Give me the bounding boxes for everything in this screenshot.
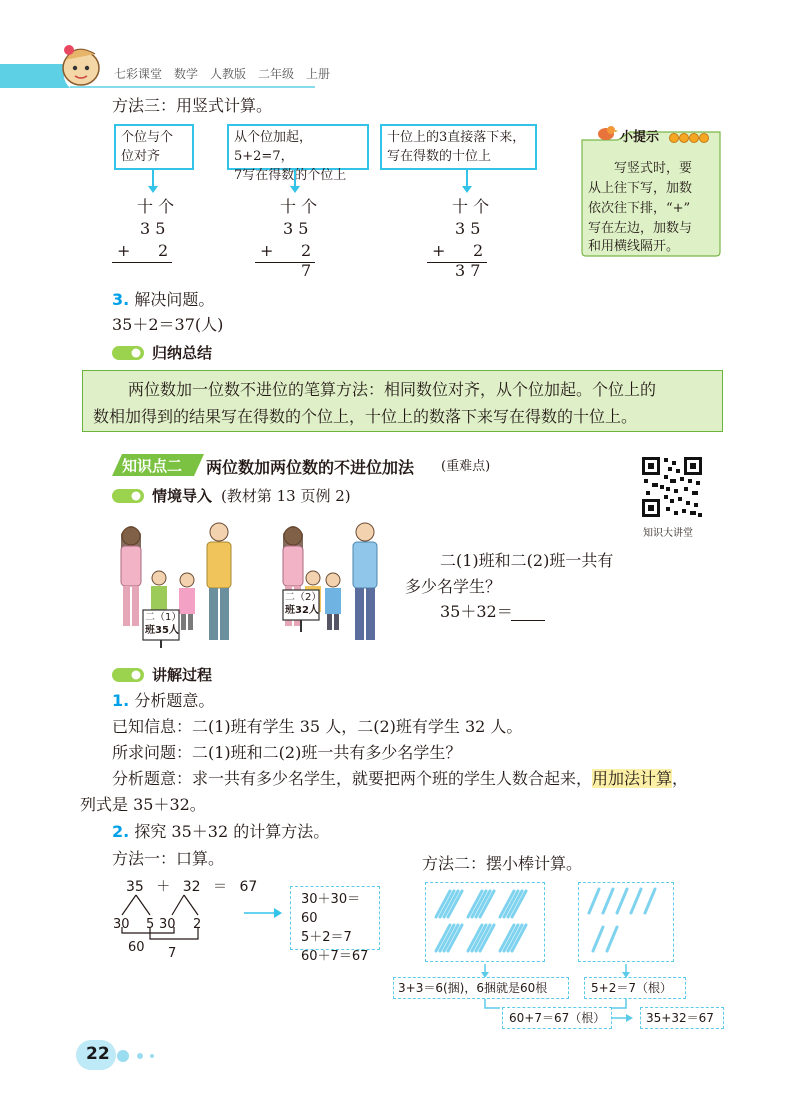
analysis-line2: 列式是 35＋32。 xyxy=(80,795,206,814)
explain-heading: 讲解过程 xyxy=(152,666,213,684)
analysis-text: 分析题意：求一共有多少名学生，就要把两个班的学生人数合起来， xyxy=(112,769,593,788)
calc1-header: 十 个 xyxy=(137,197,175,216)
teacher-man-figure xyxy=(353,523,377,640)
m2-final-equation: 35+32＝67 xyxy=(640,1007,724,1029)
bundle-sticks-box xyxy=(425,882,545,962)
tip-line3: 依次往下排，“+” xyxy=(588,201,691,216)
step1-line1: 个位与个 xyxy=(121,130,174,145)
bird-icon xyxy=(594,122,618,142)
mascot-icon xyxy=(55,40,105,88)
m1-addend-b: 32 xyxy=(182,879,201,895)
m1-result: 67 xyxy=(239,879,258,895)
qr-caption: 知识大讲堂 xyxy=(643,528,693,539)
m1-split-5: 5 xyxy=(146,917,155,932)
explain-point1-number: 1. xyxy=(112,691,130,710)
solve-number: 3. xyxy=(112,290,130,309)
single-sticks-icon xyxy=(579,883,671,959)
step1-arrow-line xyxy=(152,170,154,186)
explain-point1-label: 分析题意。 xyxy=(134,691,215,710)
step1-box xyxy=(114,124,194,170)
stick-bundles-icon xyxy=(426,883,542,959)
m2-bundles-result: 3+3＝6(捆)，6捆就是60根 xyxy=(393,977,569,999)
m2-singles-result: 5+2＝7（根） xyxy=(584,977,686,999)
m1-step-1: 30＋30＝60 xyxy=(301,892,361,926)
tip-line4: 写在左边，加数与 xyxy=(588,221,693,236)
step2-arrow-head xyxy=(290,186,300,193)
m1-addend-a: 35 xyxy=(126,879,144,895)
m1-arrow-icon xyxy=(244,907,282,919)
kp2-badge-label: 知识点二 xyxy=(122,457,183,475)
m1-split-2: 2 xyxy=(193,917,202,932)
calc3-bottom: 2 xyxy=(473,241,484,260)
calc2-header: 十 个 xyxy=(280,197,318,216)
m1-step-3: 60＋7＝67 xyxy=(301,949,369,964)
step3-line2: 写在得数的十位上 xyxy=(387,149,492,164)
footer-dots-icon xyxy=(114,1048,158,1062)
solve-label: 解决问题。 xyxy=(134,290,215,309)
teacher-woman-figure xyxy=(121,526,141,626)
ask-info: 所求问题：二(1)班和二(2)班一共有多少名学生？ xyxy=(112,743,462,762)
calc3-header: 十 个 xyxy=(452,197,490,216)
class2-sign-line2: 班32人 xyxy=(285,605,319,616)
tip-title: 小提示 xyxy=(620,130,660,145)
m1-step-2: 5＋2＝7 xyxy=(301,930,352,945)
single-sticks-box xyxy=(578,882,674,962)
m2-title: 方法二：摆小棒计算。 xyxy=(422,854,583,873)
m1-sum-60: 60 xyxy=(128,940,145,955)
step1-arrow-head xyxy=(148,186,158,193)
explain-point1 xyxy=(112,690,214,712)
calc2-bottom: 2 xyxy=(301,241,312,260)
intro-pill-icon xyxy=(112,488,146,504)
tip-line2: 从上往下写，加数 xyxy=(588,181,693,196)
tip-line1: 写竖式时，要 xyxy=(614,161,693,176)
class2-illustration xyxy=(275,518,390,648)
summary-line2: 数相加得到的结果写在得数的个位上，十位上的数落下来写在得数的十位上。 xyxy=(93,407,638,426)
m1-steps-box xyxy=(290,886,380,964)
intro-ref: (教材第 13 页例 2) xyxy=(221,487,351,505)
calc2-result: 7 xyxy=(301,261,312,280)
calc3-plus: + xyxy=(432,241,446,260)
page-number: 22 xyxy=(86,1044,110,1064)
summary-line1: 两位数加一位数不进位的笔算方法：相同数位对齐，从个位加起。个位上的 xyxy=(128,380,657,399)
step3-arrow-head xyxy=(462,186,472,193)
step2-line2: 7写在得数的个位上 xyxy=(234,168,347,183)
class1-sign-line1: 二（1） xyxy=(145,612,182,623)
explain-pill-icon xyxy=(112,667,146,683)
qr-code-icon[interactable] xyxy=(640,455,704,519)
m1-title: 方法一：口算。 xyxy=(112,849,225,868)
step3-box xyxy=(380,124,537,170)
kp2-badge xyxy=(112,454,204,476)
tip-box xyxy=(578,128,724,258)
class2-sign-line1: 二（2） xyxy=(285,592,322,603)
step3-line1: 十位上的3直接落下来， xyxy=(387,130,526,145)
step2-line1: 从个位加起，5+2=7， xyxy=(234,130,313,164)
calc1-plus: + xyxy=(117,241,131,260)
summary-heading: 归纳总结 xyxy=(152,344,213,362)
scene-question-line2: 多少名学生？ xyxy=(405,577,502,596)
known-info: 已知信息：二(1)班有学生 35 人，二(2)班有学生 32 人。 xyxy=(112,717,523,736)
method3-title: 方法三：用竖式计算。 xyxy=(112,96,273,115)
m1-split-30a: 30 xyxy=(113,917,130,932)
scene-question-line1: 二(1)班和二(2)班一共有 xyxy=(440,551,614,570)
kp2-title: 两位数加两位数的不进位加法 xyxy=(206,458,415,477)
calc1-bottom: 2 xyxy=(158,241,169,260)
answer-blank[interactable] xyxy=(511,620,545,621)
scene-equation: 35＋32＝ xyxy=(440,602,513,621)
step3-arrow-line xyxy=(466,170,468,186)
class1-illustration xyxy=(105,518,245,648)
header-title: 七彩课堂 数学 人教版 二年级 上册 xyxy=(114,67,331,81)
tip-dots-icon xyxy=(668,129,712,141)
analysis-line1 xyxy=(112,768,688,790)
m1-sum-7: 7 xyxy=(168,946,177,961)
calc1-rule xyxy=(112,262,172,263)
calc1-top: 3 5 xyxy=(140,219,166,238)
summary-pill-icon xyxy=(112,345,146,361)
step2-arrow-line xyxy=(294,170,296,186)
m1-plus: ＋ xyxy=(156,879,171,895)
tip-line5: 和用横线隔开。 xyxy=(588,239,680,254)
m1-equals: ＝ xyxy=(213,879,228,895)
solve-line xyxy=(112,289,214,311)
calc3-result: 3 7 xyxy=(455,261,481,280)
kp2-tag: (重难点) xyxy=(441,459,491,474)
explain-point2 xyxy=(112,821,329,843)
calc3-top: 3 5 xyxy=(455,219,481,238)
calc2-plus: + xyxy=(260,241,274,260)
analysis-highlight: 用加法计算 xyxy=(592,769,673,788)
m2-total-result: 60+7＝67（根） xyxy=(502,1007,612,1029)
explain-point2-number: 2. xyxy=(112,822,130,841)
explain-point2-label: 探究 35＋32 的计算方法。 xyxy=(134,822,330,841)
class1-sign-line2: 班35人 xyxy=(145,625,179,636)
step1-line2: 位对齐 xyxy=(121,149,161,164)
m1-split-30b: 30 xyxy=(159,917,176,932)
calc2-top: 3 5 xyxy=(283,219,309,238)
teacher-man-figure xyxy=(207,523,231,640)
solve-equation: 35＋2＝37(人) xyxy=(112,315,224,334)
analysis-comma: ， xyxy=(672,769,689,788)
step2-box xyxy=(227,124,369,183)
intro-heading: 情境导入 xyxy=(152,487,213,505)
